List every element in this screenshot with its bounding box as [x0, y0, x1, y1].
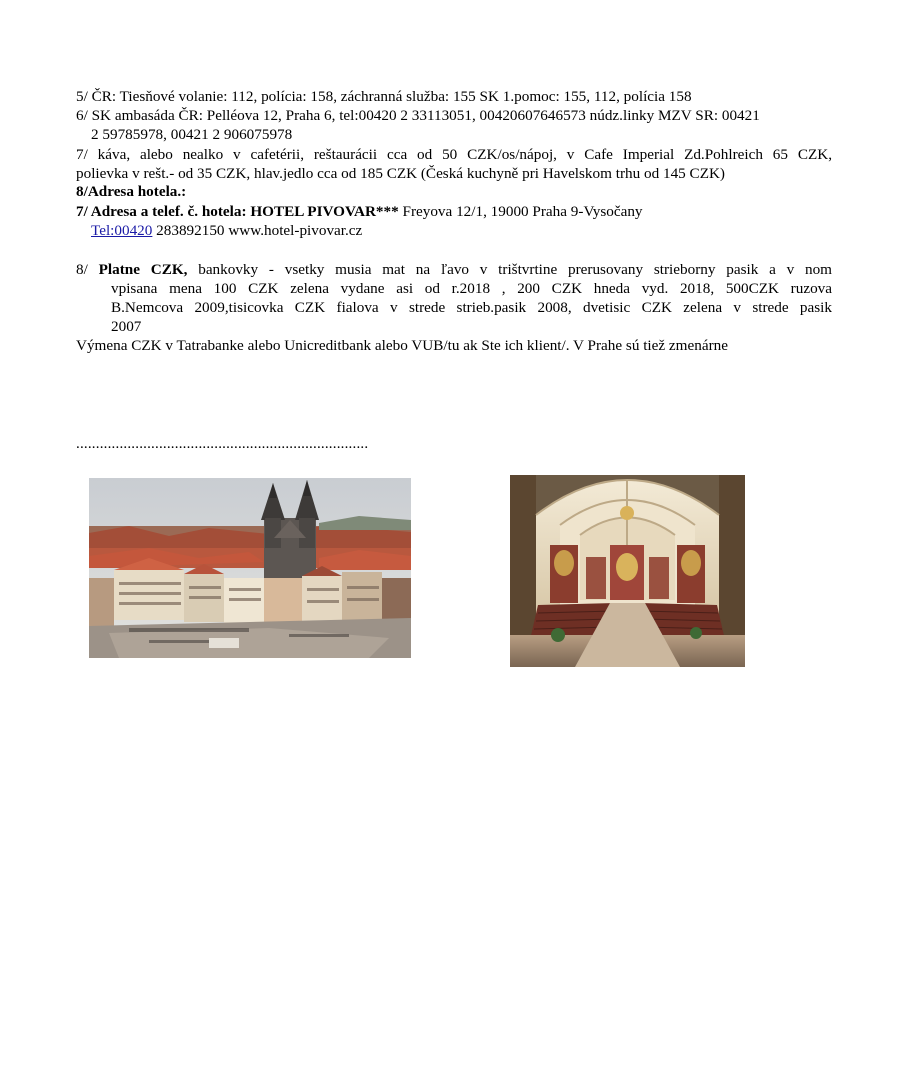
currency-prefix: 8/	[76, 261, 99, 278]
hotel-contact-line	[91, 221, 847, 240]
church-interior-photo	[510, 475, 745, 667]
hotel-phone-link[interactable]: Tel:00420	[91, 222, 153, 239]
old-town-square-photo	[89, 478, 411, 658]
hotel-address-line	[76, 202, 832, 221]
embassy-line-1: 6/ SK ambasáda ČR: Pelléova 12, Praha 6, tel:00420 2 33113051, 00420607646573 núdz.linky MZV SR: 00421	[76, 107, 760, 124]
embassy-line-2: 2 59785978, 00421 2 906075978	[91, 126, 293, 143]
currency-line-2: vpisana mena 100 CZK zelena vydane asi od r.2018 , 200 CZK hneda vyd. 2018, 500CZK ruzova	[111, 280, 832, 297]
exchange-line: Výmena CZK v Tatrabanke alebo Unicreditbank alebo VUB/tu ak Ste ich klient/. V Prahe sú tiež zmenárne	[76, 337, 728, 354]
hotel-heading: 8/Adresa hotela.:	[76, 183, 187, 200]
dotted-separator: ..........................................................................	[76, 436, 369, 452]
coffee-line-2: polievka v rešt.- od 35 CZK, hlav.jedlo cca od 185 CZK (Česká kuchyně pri Havelskom trhu od 145 CZK)	[76, 165, 725, 182]
currency-line-4: 2007	[111, 318, 142, 335]
emergency-numbers-line: 5/ ČR: Tiesňové volanie: 112, polícia: 158, záchranná služba: 155 SK 1.pomoc: 155, 112, polícia 158	[76, 88, 692, 105]
currency-line-3: B.Nemcova 2009,tisicovka CZK fialova v strede strieb.pasik 2008, dvetisic CZK zelena v strede pasik	[111, 299, 832, 316]
currency-line-1	[76, 260, 832, 279]
coffee-line-1: 7/ káva, alebo nealko v cafetérii, reštaurácii cca od 50 CZK/os/nápoj, v Cafe Imperial Zd.Pohlreich 65 CZK,	[76, 146, 832, 163]
currency-title: Platne CZK,	[98, 261, 188, 278]
hotel-label: 7/ Adresa a telef. č. hotela: HOTEL PIVOVAR***	[76, 203, 399, 220]
hotel-phone-web: 283892150 www.hotel-pivovar.cz	[152, 222, 363, 239]
hotel-address: Freyova 12/1, 19000 Praha 9-Vysočany	[398, 203, 643, 220]
currency-text-1: bankovky - vsetky musia mat na ľavo v trištvrtine prerusovany strieborny pasik a v nom	[187, 261, 832, 278]
